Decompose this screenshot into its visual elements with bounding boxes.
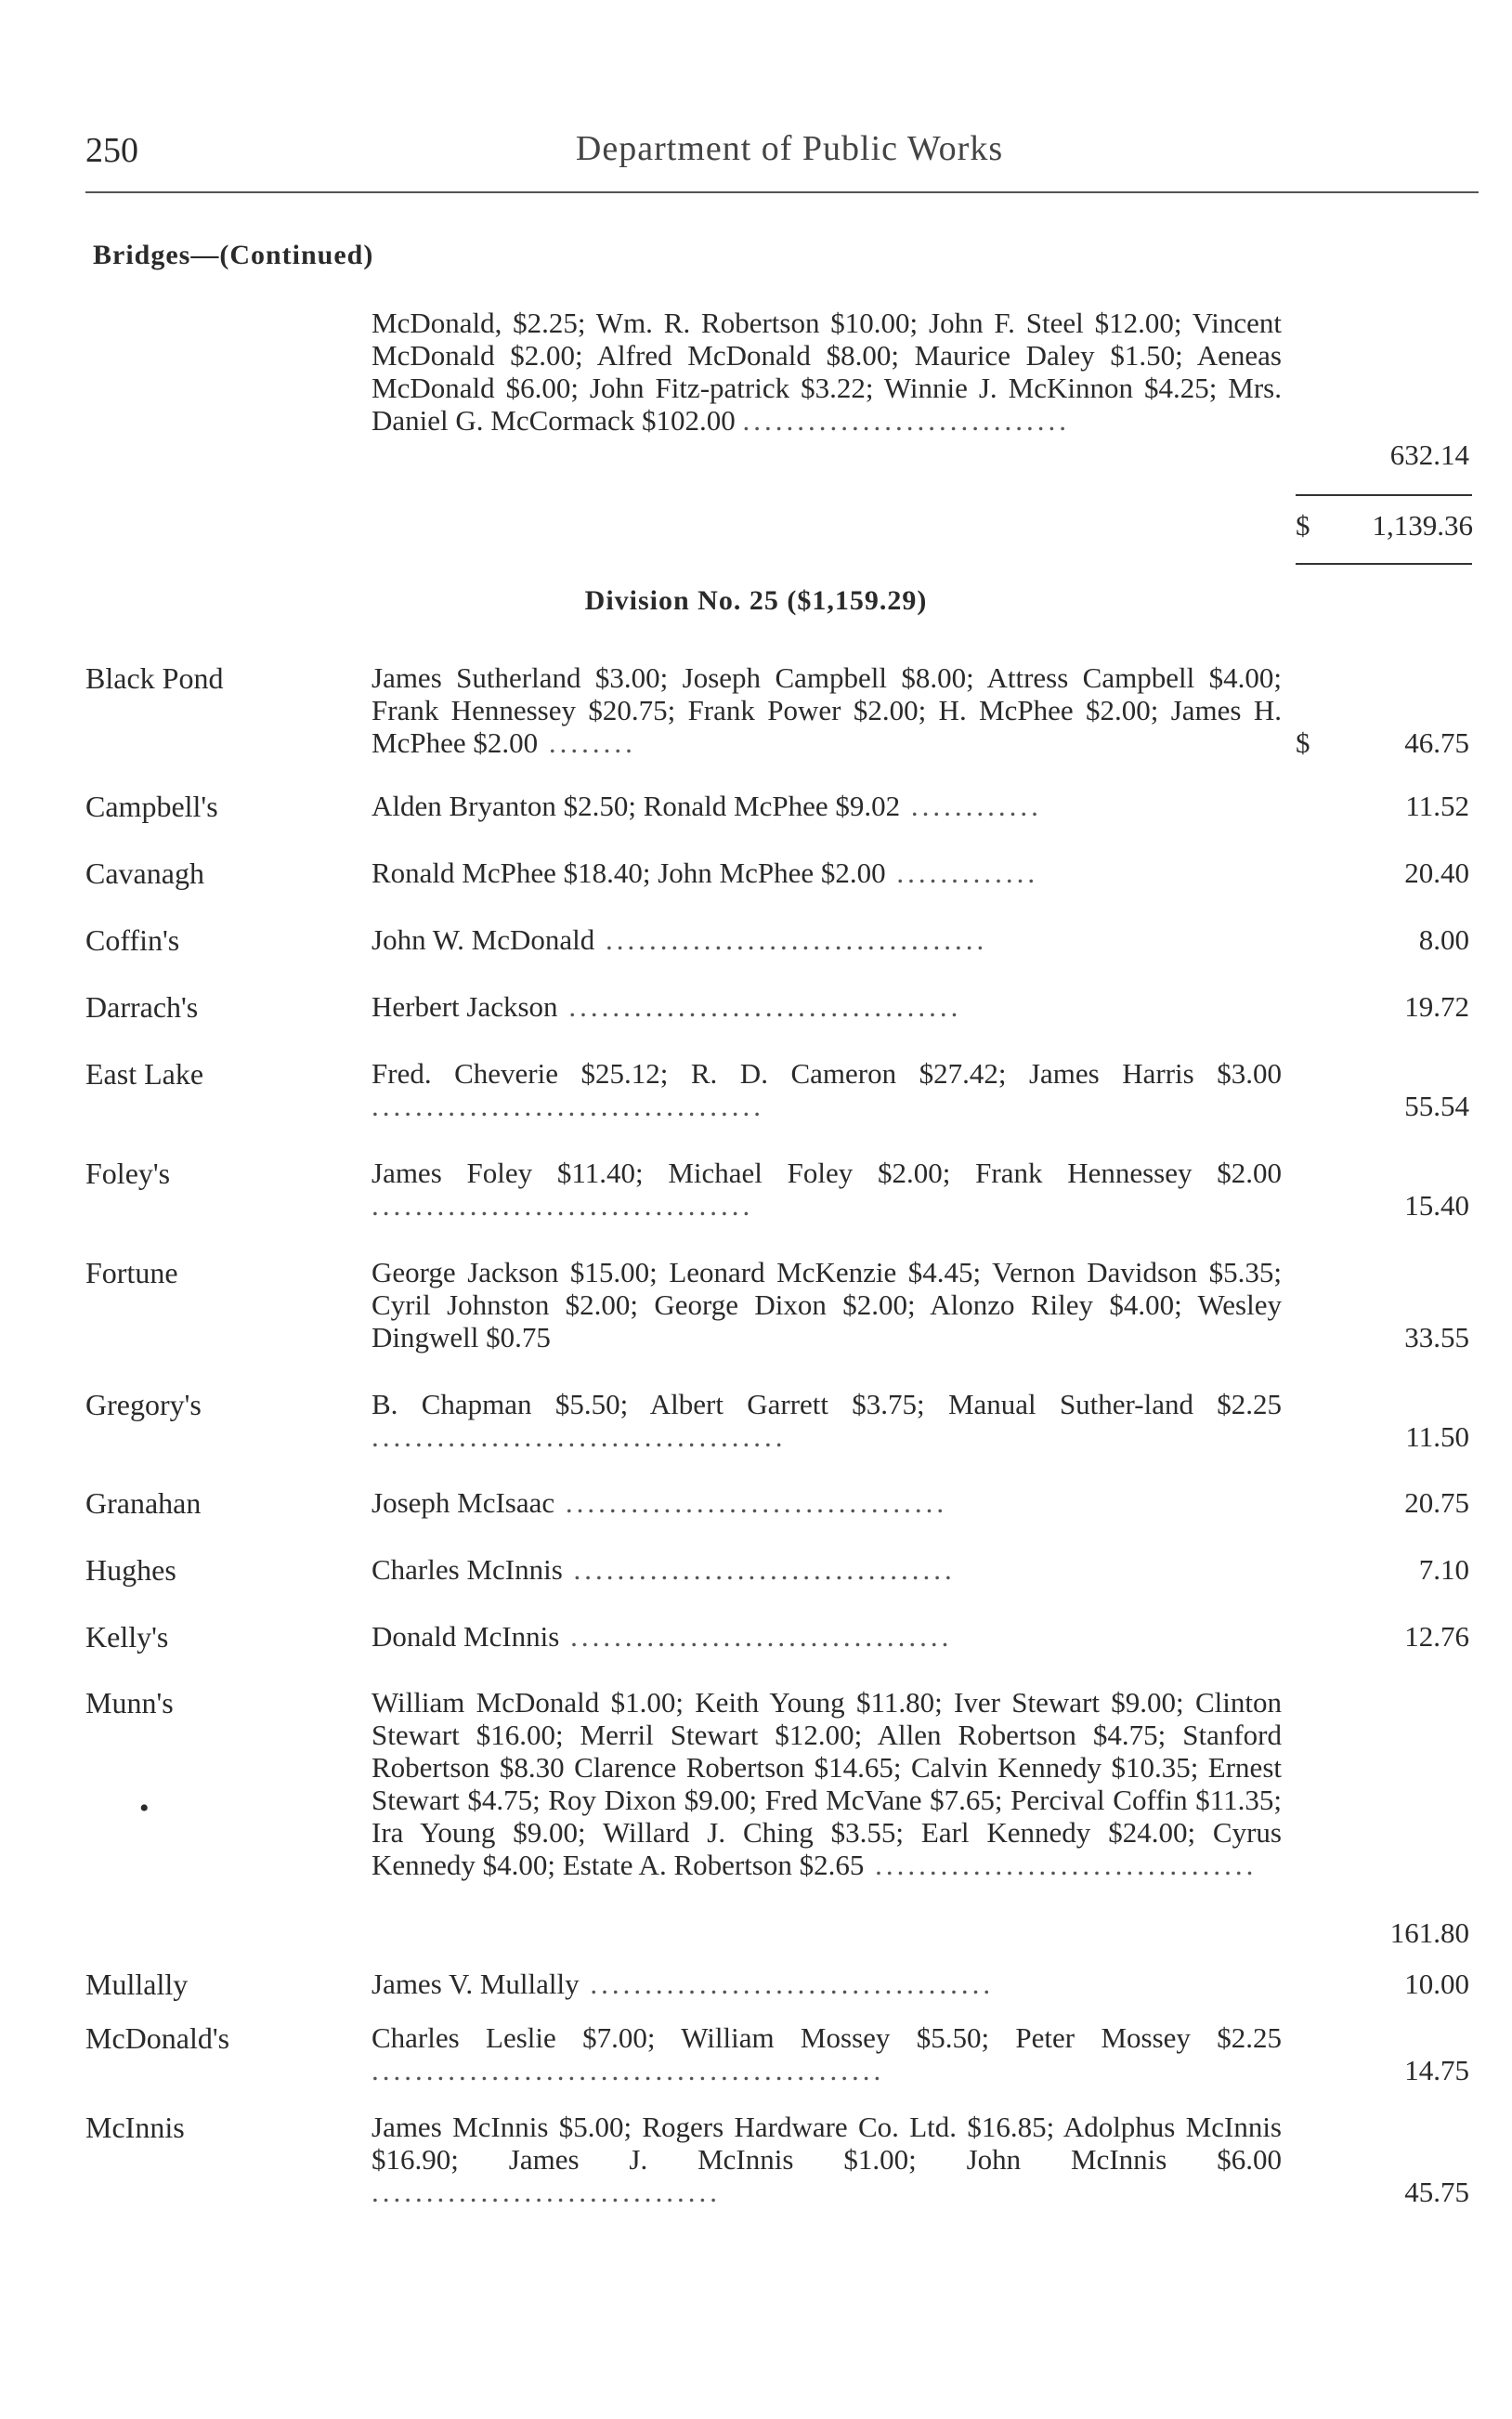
- leader-dots: ...................................: [559, 1620, 953, 1653]
- entry-text: Fred. Cheverie $25.12; R. D. Cameron $27.42; James Harris $3.00: [371, 1057, 1282, 1090]
- entry-place: East Lake: [85, 1057, 204, 1091]
- entry-place: Coffin's: [85, 923, 180, 957]
- entry-place: Mullally: [85, 1968, 189, 2001]
- entry-amount: 19.72: [1404, 990, 1469, 1023]
- leader-dots: ................................: [371, 2176, 721, 2208]
- entry-place: McInnis: [85, 2111, 185, 2144]
- entry-place: Darrach's: [85, 990, 199, 1024]
- entry-text: Ronald McPhee $18.40; John McPhee $2.00: [371, 856, 886, 889]
- entry-text: James McInnis $5.00; Rogers Hardware Co. Ltd. $16.85; Adolphus McInnis $16.90; James J. McInnis $1.00; John McInnis $6.00: [371, 2111, 1282, 2176]
- entry-place: Black Pond: [85, 661, 224, 695]
- entry-text: Alden Bryanton $2.50; Ronald McPhee $9.02: [371, 790, 901, 822]
- entry-amount: 45.75: [1404, 2176, 1469, 2208]
- subtotal-rule-bottom: [1296, 563, 1472, 565]
- leader-dots: ...................................: [594, 923, 988, 956]
- entry-place: Granahan: [85, 1486, 202, 1520]
- entry-text: James Foley $11.40; Michael Foley $2.00; Frank Hennessey $2.00: [371, 1157, 1282, 1189]
- entry-text: Joseph McIsaac: [371, 1486, 555, 1519]
- entry-amount: 10.00: [1404, 1968, 1469, 2000]
- entry-description: [371, 1686, 1282, 1881]
- leader-dots: ...................................: [371, 1189, 754, 1222]
- leader-dots: .....................................: [579, 1968, 995, 2000]
- entry-text: James Sutherland $3.00; Joseph Campbell $8.00; Attress Campbell $4.00; Frank Hennessey $20.75; Frank Power $2.00; H. McPhee $2.00; James H. McPhee $2.00: [371, 661, 1282, 759]
- page-number: 250: [85, 131, 138, 170]
- entry-description: [371, 990, 1282, 1023]
- entry-place: Campbell's: [85, 790, 218, 823]
- leader-dots: ...............................................: [371, 2054, 885, 2086]
- entry-amount: 46.75: [1404, 726, 1469, 759]
- entry-amount: 12.76: [1404, 1620, 1469, 1653]
- leader-dots: ...................................: [562, 1553, 956, 1586]
- entry-description: [371, 661, 1282, 759]
- entry-amount: 632.14: [1389, 438, 1469, 471]
- entry-text: Charles McInnis: [371, 1553, 563, 1586]
- entry-description: [371, 1388, 1282, 1453]
- running-title: Department of Public Works: [575, 129, 1004, 168]
- entry-amount: 11.50: [1405, 1420, 1469, 1453]
- entry-amount: 20.40: [1404, 856, 1469, 889]
- entry-description: [371, 2111, 1282, 2208]
- entry-amount: 8.00: [1418, 923, 1469, 956]
- leader-dots: ............: [900, 790, 1042, 822]
- entry-amount: 7.10: [1418, 1553, 1469, 1586]
- entry-description: [371, 1968, 1282, 2000]
- entry-description: [371, 923, 1282, 956]
- entry-description: [371, 1157, 1282, 1222]
- leader-dots: ....................................: [557, 990, 962, 1023]
- entry-amount: 14.75: [1404, 2054, 1469, 2086]
- section-heading: Bridges—(Continued): [93, 240, 374, 270]
- entry-description: [371, 1553, 1282, 1586]
- entry-amount: 55.54: [1404, 1090, 1469, 1122]
- division-heading: Division No. 25 ($1,159.29): [584, 585, 928, 616]
- entry-text: McDonald, $2.25; Wm. R. Robertson $10.00; John F. Steel $12.00; Vincent McDonald $2.00; Alfred McDonald $8.00; Maurice Daley $1.50; Aeneas McDonald $6.00; John Fitz-patrick $3.22; Winnie J. McKinnon $4.25; Mrs. Daniel G. McCormack $102.00: [371, 307, 1282, 437]
- entry-text: Donald McInnis: [371, 1620, 560, 1653]
- entry-amount: 20.75: [1404, 1486, 1469, 1519]
- leader-dots: ........: [538, 726, 636, 759]
- entry-place: McDonald's: [85, 2021, 230, 2055]
- leader-dots: ......................................: [371, 1420, 787, 1453]
- entry-amount: 161.80: [1389, 1916, 1469, 1949]
- entry-amount: 15.40: [1404, 1189, 1469, 1222]
- entry-description: [371, 1486, 1282, 1519]
- entry-text: B. Chapman $5.50; Albert Garrett $3.75; Manual Suther-land $2.25: [371, 1388, 1282, 1420]
- entry-text: Herbert Jackson: [371, 990, 558, 1023]
- entry-place: Foley's: [85, 1157, 171, 1190]
- entry-place: Munn's: [85, 1686, 174, 1719]
- entry-dollar-sign: $: [1296, 726, 1310, 759]
- subtotal-rule-top: [1296, 494, 1472, 496]
- stray-print-mark: •: [139, 1793, 150, 1824]
- entry-place: Gregory's: [85, 1388, 202, 1421]
- leader-dots: ...................................: [864, 1849, 1258, 1881]
- header-rule: [85, 191, 1479, 193]
- entry-description: [371, 307, 1282, 437]
- entry-text: John W. McDonald: [371, 923, 595, 956]
- entry-place: Hughes: [85, 1553, 176, 1587]
- entry-amount: 33.55: [1404, 1321, 1469, 1353]
- entry-text: William McDonald $1.00; Keith Young $11.80; Iver Stewart $9.00; Clinton Stewart $16.00; Merril Stewart $12.00; Allen Robertson $4.75; Stanford Robertson $8.30 Clarence Robertson $14.65; Calvin Kennedy $10.35; Ernest Stewart $4.75; Roy Dixon $9.00; Fred McVane $7.65; Percival Coffin $11.35; Ira Young $9.00; Willard J. Ching $3.55; Earl Kennedy $24.00; Cyrus Kennedy $4.00; Estate A. Robertson $2.65: [371, 1686, 1282, 1881]
- subtotal-dollar-sign: $: [1296, 509, 1310, 542]
- leader-dots: ...................................: [554, 1486, 948, 1519]
- entry-description: [371, 1057, 1282, 1122]
- entry-text: Charles Leslie $7.00; William Mossey $5.50; Peter Mossey $2.25: [371, 2021, 1282, 2054]
- leader-dots: ..............................: [742, 404, 1070, 437]
- entry-description: [371, 856, 1282, 889]
- leader-dots: ....................................: [371, 1090, 764, 1122]
- entry-description: [371, 790, 1282, 822]
- entry-text: James V. Mullally: [371, 1968, 580, 2000]
- entry-description: [371, 2021, 1282, 2086]
- entry-description: [371, 1256, 1282, 1353]
- leader-dots: .............: [885, 856, 1039, 889]
- entry-place: Kelly's: [85, 1620, 169, 1654]
- entry-text: George Jackson $15.00; Leonard McKenzie $4.45; Vernon Davidson $5.35; Cyril Johnston $2.00; George Dixon $2.00; Alonzo Riley $4.00; Wesley Dingwell $0.75: [371, 1256, 1282, 1353]
- entry-place: Fortune: [85, 1256, 178, 1289]
- entry-amount: 11.52: [1405, 790, 1469, 822]
- subtotal-amount: 1,139.36: [1372, 509, 1473, 542]
- entry-place: Cavanagh: [85, 856, 204, 890]
- entry-description: [371, 1620, 1282, 1653]
